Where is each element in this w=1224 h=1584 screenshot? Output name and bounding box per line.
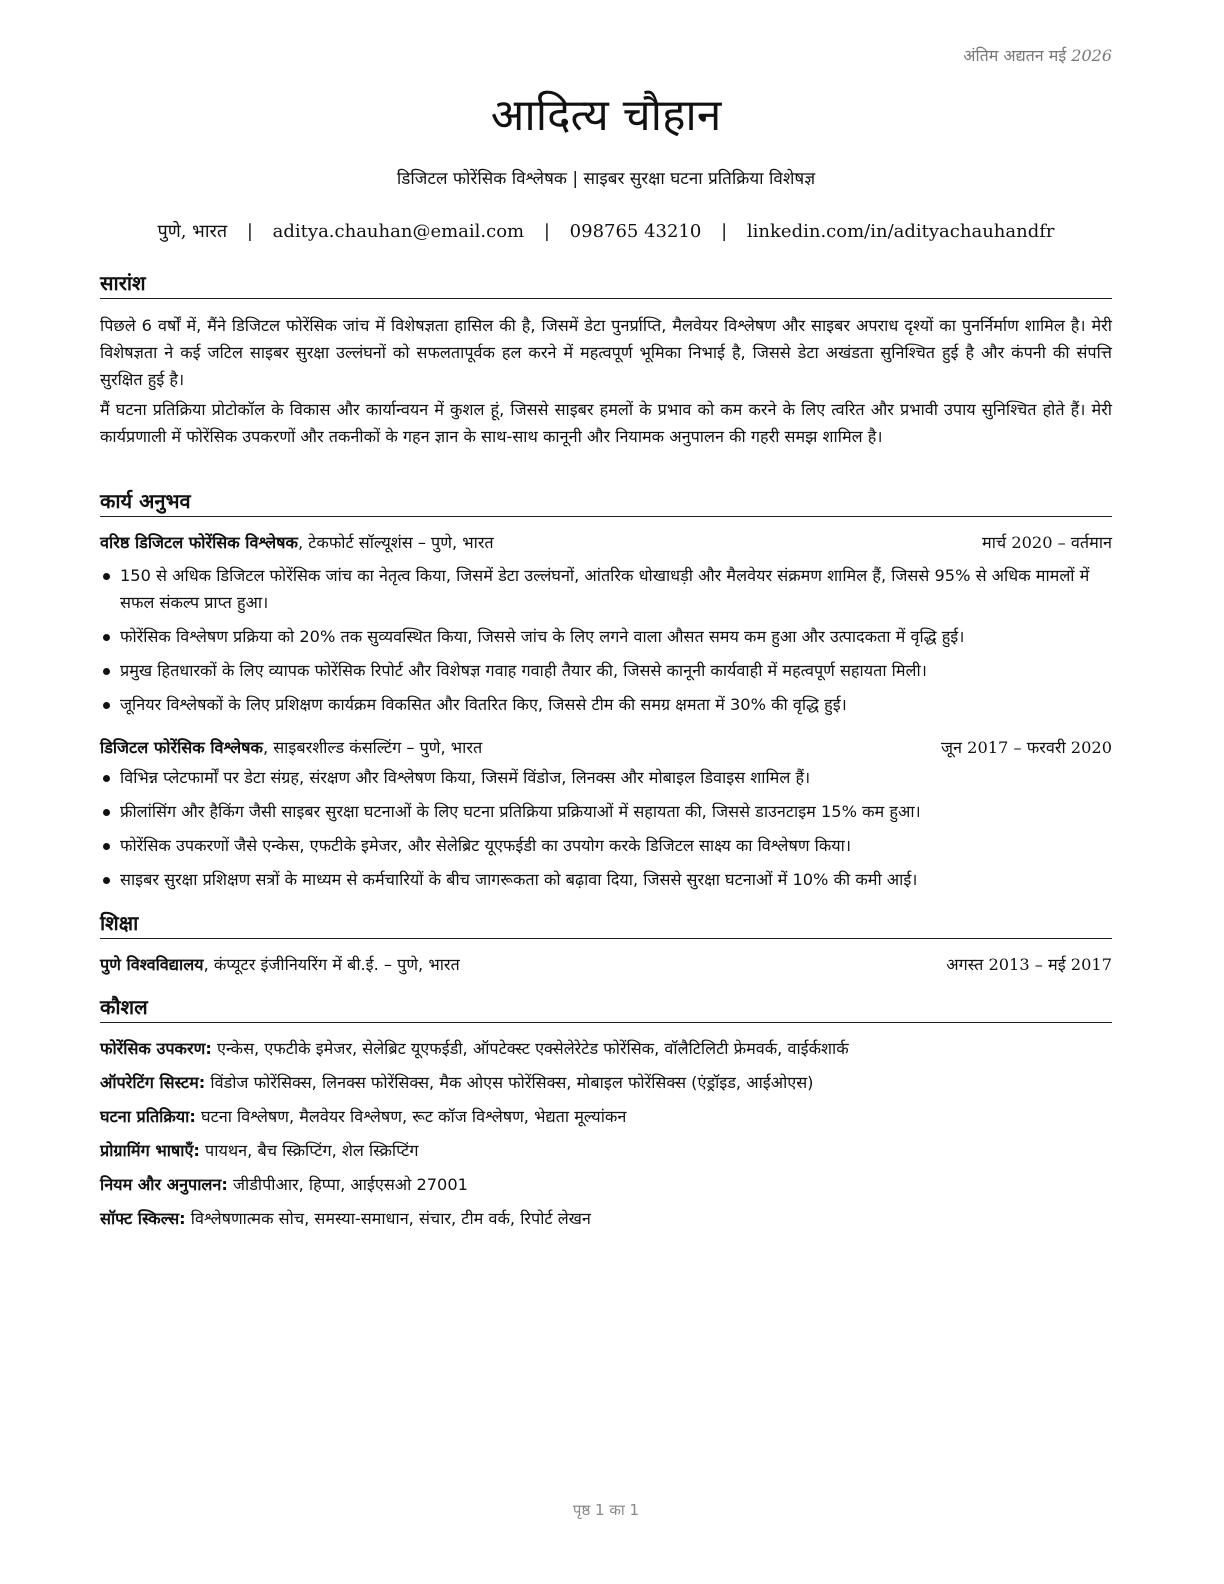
job-title-company <box>100 530 494 556</box>
contact-line <box>100 218 1112 246</box>
contact-location: पुणे, भारत <box>157 221 228 242</box>
skill-row <box>100 1172 1112 1206</box>
bullet-item: विभिन्न प्लेटफार्मों पर डेटा संग्रह, संरक्षण और विश्लेषण किया, जिसमें विंडोज, लिनक्स और मोबाइल डिवाइस शामिल हैं। <box>100 764 1112 791</box>
skill-label: ऑपरेटिंग सिस्टम: <box>100 1073 206 1092</box>
last-updated <box>963 44 1112 66</box>
skill-row <box>100 1206 1112 1240</box>
skill-value: विश्लेषणात्मक सोच, समस्या-समाधान, संचार, टीम वर्क, रिपोर्ट लेखन <box>185 1209 591 1228</box>
contact-email[interactable]: aditya.chauhan@email.com <box>272 221 525 242</box>
skill-value: विंडोज फोरेंसिक्स, लिनक्स फोरेंसिक्स, मैक ओएस फोरेंसिक्स, मोबाइल फोरेंसिक्स (एंड्रॉइड, आईओएस) <box>205 1073 814 1092</box>
job-company: , साइबरशील्ड कंसल्टिंग – पुणे, भारत <box>262 738 483 757</box>
job-bullets-2 <box>100 764 1112 900</box>
bullet-item: 150 से अधिक डिजिटल फोरेंसिक जांच का नेतृत्व किया, जिसमें डेटा उल्लंघनों, आंतरिक धोखाधड़ी और मैलवेयर संक्रमण शामिल हैं, जिससे 95% से अधिक मामलों में सफल संकल्प प्राप्त हुआ। <box>100 562 1112 616</box>
education-row <box>100 952 1112 978</box>
contact-separator: | <box>721 221 728 242</box>
skill-value: घटना विश्लेषण, मैलवेयर विश्लेषण, रूट कॉज विश्लेषण, भेद्यता मूल्यांकन <box>195 1107 627 1126</box>
skill-row <box>100 1070 1112 1104</box>
job-company: , टेकफोर्ट सॉल्यूशंस – पुणे, भारत <box>297 533 494 552</box>
page-number: पृष्ठ 1 का 1 <box>572 1501 640 1519</box>
education-heading: शिक्षा <box>100 908 1112 939</box>
bullet-item: जूनियर विश्लेषकों के लिए प्रशिक्षण कार्यक्रम विकसित और वितरित किए, जिससे टीम की समग्र क्षमता में 30% की वृद्धि हुई। <box>100 691 1112 718</box>
last-updated-label: अंतिम अद्यतन मई <box>963 46 1067 65</box>
skill-row <box>100 1036 1112 1070</box>
last-updated-year: 2026 <box>1071 46 1112 65</box>
tagline: डिजिटल फोरेंसिक विश्लेषक | साइबर सुरक्षा घटना प्रतिक्रिया विशेषज्ञ <box>396 169 816 189</box>
skill-row <box>100 1138 1112 1172</box>
contact-phone: 098765 43210 <box>569 221 702 242</box>
education-degree: , कंप्यूटर इंजीनियरिंग में बी.ई. – पुणे, भारत <box>203 955 460 974</box>
job-dates: जून 2017 – फरवरी 2020 <box>941 738 1112 757</box>
skills-heading: कौशल <box>100 992 1112 1023</box>
summary-paragraph-2: मैं घटना प्रतिक्रिया प्रोटोकॉल के विकास और कार्यान्वयन में कुशल हूं, जिससे साइबर हमलों के प्रभाव को कम करने के लिए त्वरित और प्रभावी उपाय सुनिश्चित होते हैं। मेरी कार्यप्रणाली में फोरेंसिक उपकरणों और तकनीकों के गहन ज्ञान के साथ-साथ कानूनी और नियामक अनुपालन की गहरी समझ शामिल है। <box>100 400 1112 446</box>
bullet-item: फोरेंसिक विश्लेषण प्रक्रिया को 20% तक सुव्यवस्थित किया, जिससे जांच के लिए लगने वाला औसत समय कम हुआ और उत्पादकता में वृद्धि हुई। <box>100 623 1112 650</box>
skill-row <box>100 1104 1112 1138</box>
contact-separator: | <box>543 221 550 242</box>
skill-label: प्रोग्रामिंग भाषाएँ: <box>100 1141 200 1160</box>
summary-heading: सारांश <box>100 268 1112 299</box>
skills-list <box>100 1036 1112 1240</box>
education-dates: अगस्त 2013 – मई 2017 <box>946 955 1112 974</box>
summary-paragraph-1: पिछले 6 वर्षों में, मैंने डिजिटल फोरेंसिक जांच में विशेषज्ञता हासिल की है, जिसमें डेटा पुनर्प्राप्ति, मैलवेयर विश्लेषण और साइबर अपराध दृश्यों का पुनर्निर्माण शामिल है। मेरी विशेषज्ञता ने कई जटिल साइबर सुरक्षा उल्लंघनों को सफलतापूर्वक हल करने में महत्वपूर्ण भूमिका निभाई है, जिससे डेटा अखंडता सुनिश्चित हुई है और कंपनी की संपत्ति सुरक्षित हुई है। <box>100 316 1112 389</box>
skill-value: पायथन, बैच स्क्रिप्टिंग, शेल स्क्रिप्टिंग <box>199 1141 419 1160</box>
bullet-item: फ्रीलांसिंग और हैकिंग जैसी साइबर सुरक्षा घटनाओं के लिए घटना प्रतिक्रिया प्रक्रियाओं में सहायता की, जिससे डाउनटाइम 15% कम हुआ। <box>100 798 1112 825</box>
skill-label: नियम और अनुपालन: <box>100 1175 228 1194</box>
candidate-name: आदित्य चौहान <box>490 90 722 141</box>
skill-label: घटना प्रतिक्रिया: <box>100 1107 196 1126</box>
bullet-item: फोरेंसिक उपकरणों जैसे एन्केस, एफटीके इमेजर, और सेलेब्रिट यूएफईडी का उपयोग करके डिजिटल साक्ष्य का विश्लेषण किया। <box>100 832 1112 859</box>
skill-value: जीडीपीआर, हिप्पा, आईएसओ 27001 <box>227 1175 468 1194</box>
resume-page <box>100 0 1112 1584</box>
job-header-1 <box>100 530 1112 556</box>
job-title: डिजिटल फोरेंसिक विश्लेषक <box>100 738 263 757</box>
job-dates: मार्च 2020 – वर्तमान <box>982 533 1112 552</box>
skill-label: सॉफ्ट स्किल्स: <box>100 1209 186 1228</box>
skill-label: फोरेंसिक उपकरण: <box>100 1039 212 1058</box>
contact-separator: | <box>246 221 253 242</box>
bullet-item: प्रमुख हितधारकों के लिए व्यापक फोरेंसिक रिपोर्ट और विशेषज्ञ गवाह गवाही तैयार की, जिससे कानूनी कार्यवाही में महत्वपूर्ण सहायता मिली। <box>100 657 1112 684</box>
contact-linkedin[interactable]: linkedin.com/in/adityachauhandfr <box>746 221 1055 242</box>
job-title: वरिष्ठ डिजिटल फोरेंसिक विश्लेषक <box>100 533 298 552</box>
experience-heading: कार्य अनुभव <box>100 486 1112 517</box>
job-bullets-1 <box>100 562 1112 725</box>
job-title-company <box>100 735 482 761</box>
skill-value: एन्केस, एफटीके इमेजर, सेलेब्रिट यूएफईडी, ऑपटेक्स्ट एक्सेलेरेटेड फोरेंसिक, वॉलैटिलिटी फ्रेमवर्क, वाईर्कशार्क <box>211 1039 849 1058</box>
bullet-item: साइबर सुरक्षा प्रशिक्षण सत्रों के माध्यम से कर्मचारियों के बीच जागरूकता को बढ़ावा दिया, जिससे सुरक्षा घटनाओं में 10% की कमी आई। <box>100 866 1112 893</box>
education-school: पुणे विश्वविद्यालय <box>100 955 204 974</box>
education-school-degree <box>100 952 460 978</box>
job-header-2 <box>100 735 1112 761</box>
